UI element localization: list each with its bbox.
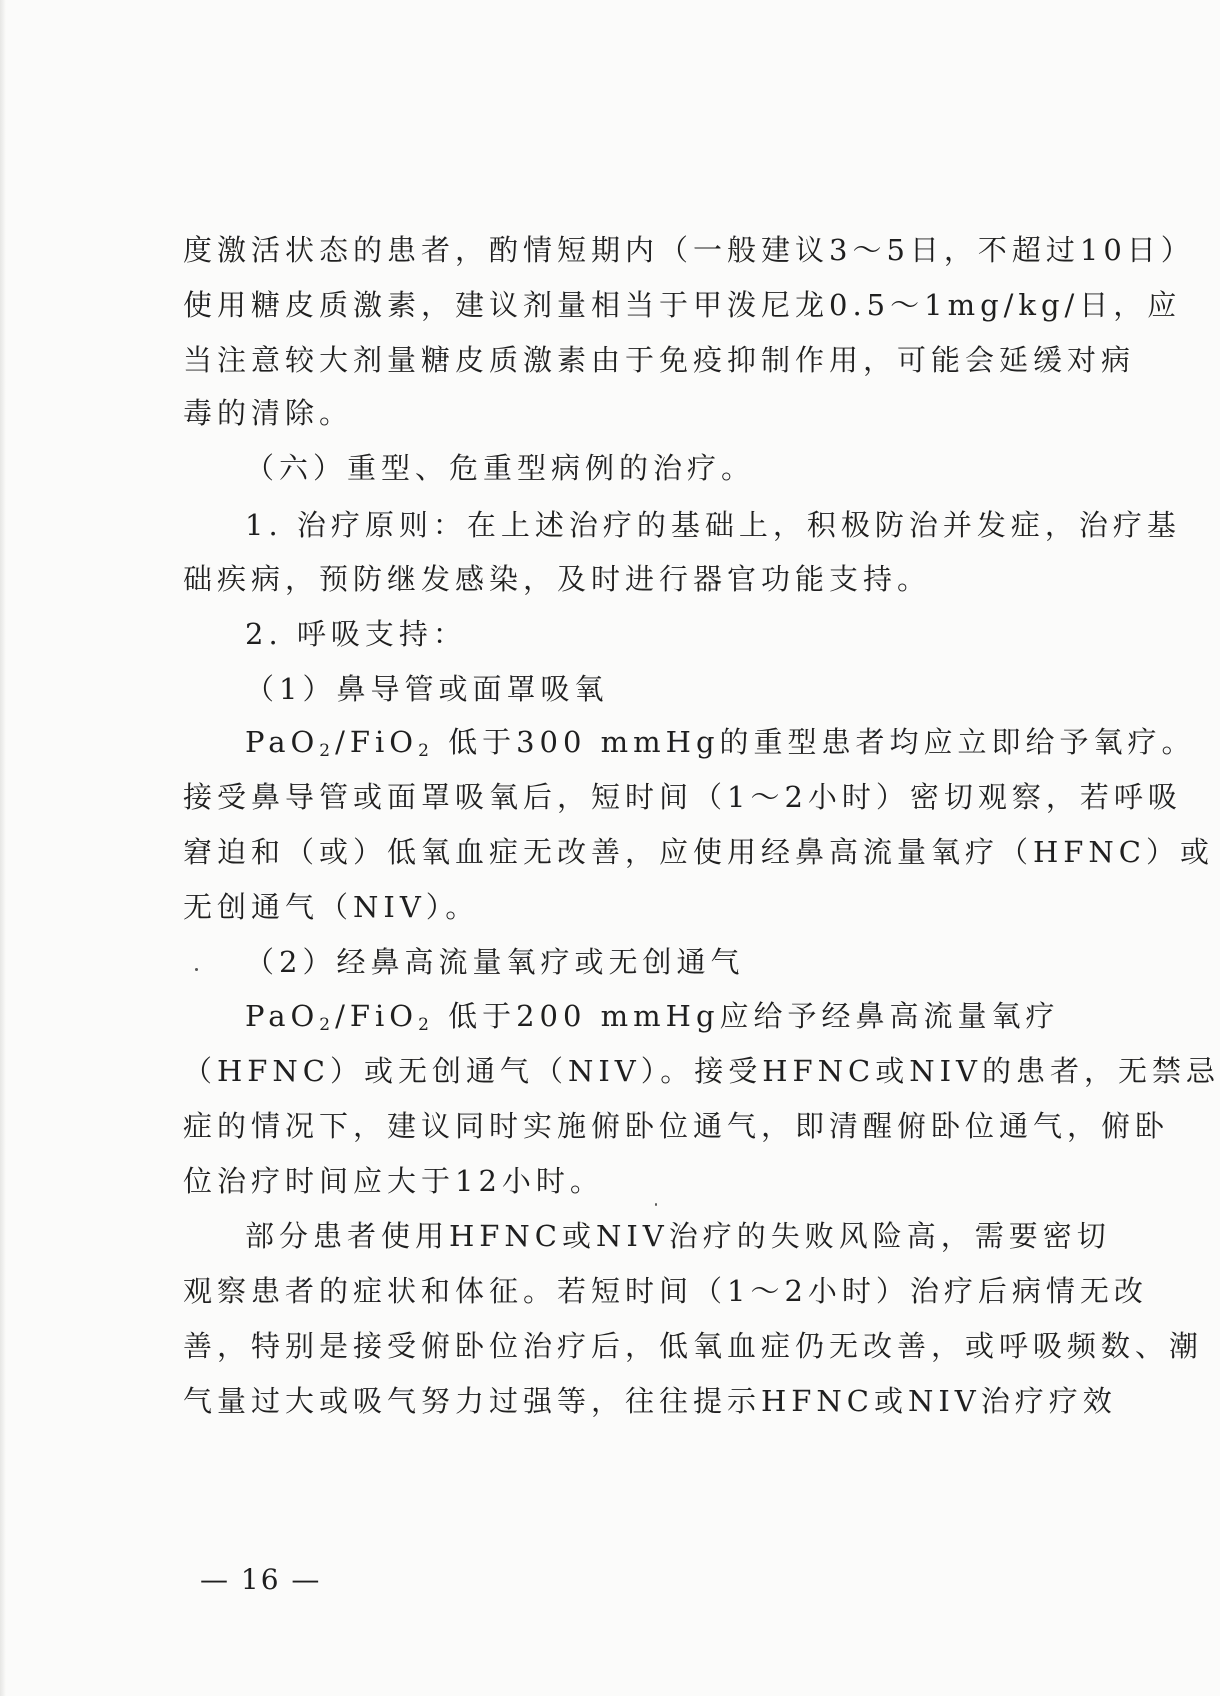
text-run: 低于300 mmHg的重型患者均应立即给予氧疗。 [448, 725, 1196, 759]
section-heading: （六）重型、危重型病例的治疗。 [245, 451, 756, 485]
page-number: — 16 — [200, 1563, 322, 1596]
text-line: （HFNC）或无创通气（NIV）。接受HFNC或NIV的患者，无禁忌 [183, 1054, 1220, 1088]
formula-line-1 [245, 722, 1196, 762]
subheading: （2）经鼻高流量氧疗或无创通气 [245, 945, 745, 979]
text-line: 1. 治疗原则：在上述治疗的基础上，积极防治并发症，治疗基 [245, 508, 1181, 542]
text-line: 气量过大或吸气努力过强等，往往提示HFNC或NIV治疗疗效 [183, 1384, 1117, 1418]
text-line: 接受鼻导管或面罩吸氧后，短时间（1～2小时）密切观察，若呼吸 [183, 780, 1182, 814]
subheading: 2. 呼吸支持： [245, 617, 467, 651]
text-line: 度激活状态的患者，酌情短期内（一般建议3～5日，不超过10日） [183, 233, 1195, 267]
text-line: 使用糖皮质激素，建议剂量相当于甲泼尼龙0.5～1mg/kg/日，应 [183, 288, 1182, 322]
text-line: 当注意较大剂量糖皮质激素由于免疫抑制作用，可能会延缓对病 [183, 343, 1136, 377]
formula-line-2 [245, 996, 1083, 1036]
text-line: 毒的清除。 [183, 396, 354, 430]
subheading: （1）鼻导管或面罩吸氧 [245, 672, 609, 706]
text-line: 窘迫和（或）低氧血症无改善，应使用经鼻高流量氧疗（HFNC）或 [183, 835, 1214, 869]
text-line: 无创通气（NIV）。 [183, 890, 480, 924]
text-line: 础疾病，预防继发感染，及时进行器官功能支持。 [183, 562, 932, 596]
formula-pao2: PaO$_2$/FiO$_2$ [245, 999, 434, 1035]
text-line: 观察患者的症状和体征。若短时间（1～2小时）治疗后病情无改 [183, 1274, 1148, 1308]
scan-edge-shadow [0, 0, 6, 1696]
scan-speck [655, 1203, 657, 1206]
text-line: 部分患者使用HFNC或NIV治疗的失败风险高，需要密切 [245, 1219, 1111, 1253]
formula-pao2: PaO$_2$/FiO$_2$ [245, 725, 434, 761]
text-run: 低于200 mmHg应给予经鼻高流量氧疗 [448, 999, 1060, 1033]
scan-speck [195, 968, 198, 971]
text-line: 位治疗时间应大于12小时。 [183, 1164, 604, 1198]
text-line: 症的情况下，建议同时实施俯卧位通气，即清醒俯卧位通气，俯卧 [183, 1109, 1170, 1143]
text-line: 善，特别是接受俯卧位治疗后，低氧血症仍无改善，或呼吸频数、潮 [183, 1329, 1204, 1363]
